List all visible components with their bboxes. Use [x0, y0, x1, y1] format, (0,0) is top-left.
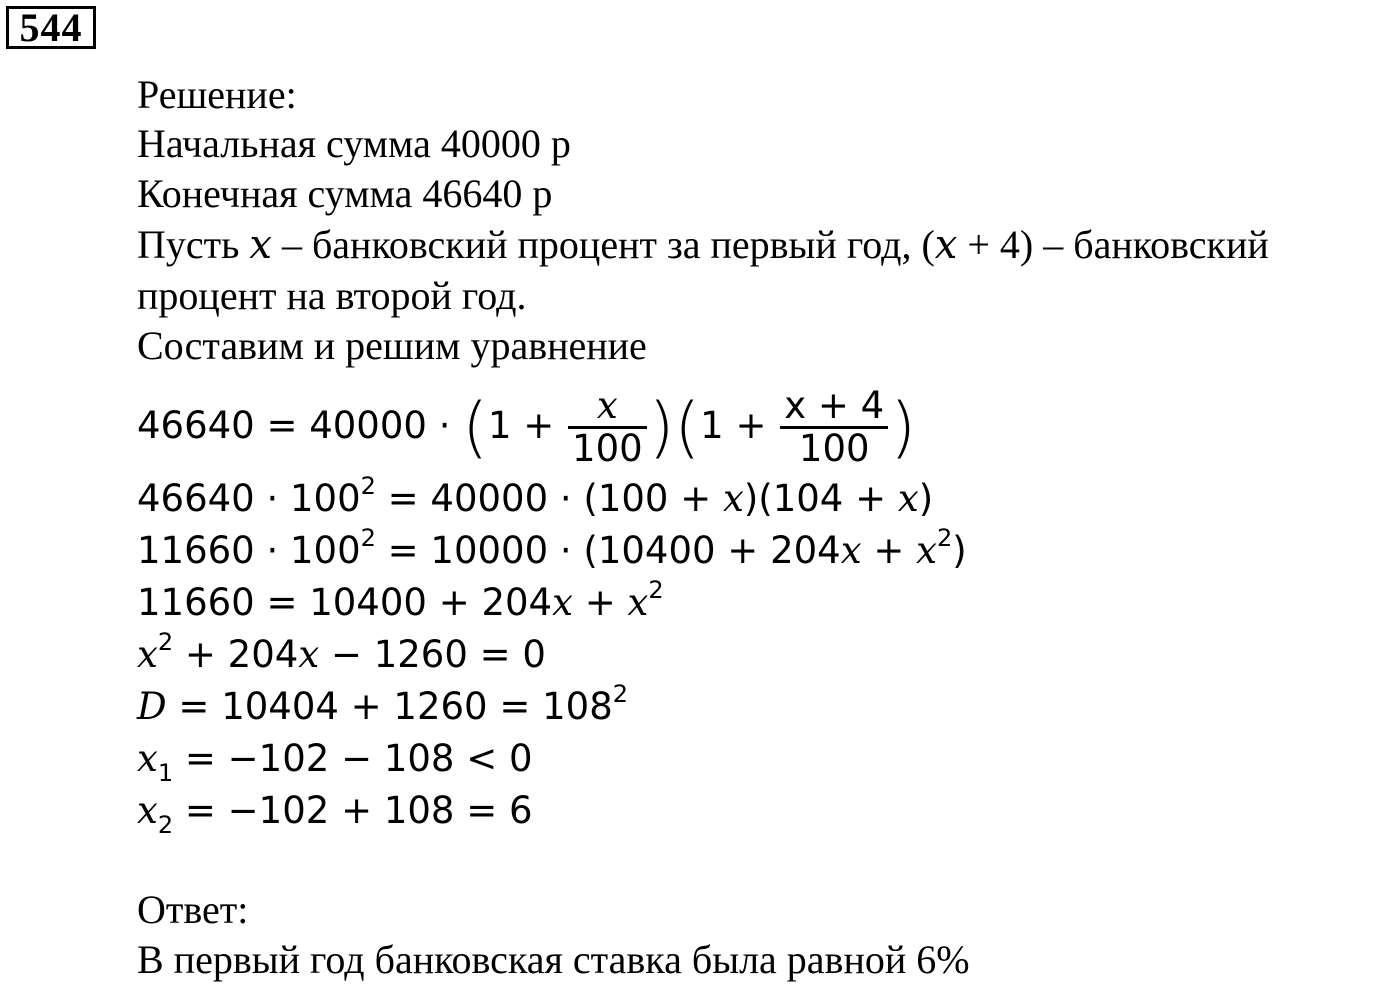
variable-x: x	[137, 633, 158, 676]
left-paren: (	[674, 388, 701, 466]
right-paren: )	[890, 388, 916, 466]
variable-x: x	[722, 477, 744, 520]
exponent: 2	[157, 628, 174, 656]
variable-x: x	[249, 222, 272, 268]
fraction-denominator: 100	[568, 426, 647, 469]
eq8-part: = −102 + 108 = 6	[173, 789, 533, 832]
eq6-part: = 10404 + 1260 = 108	[166, 685, 613, 728]
left-paren: (	[462, 388, 488, 466]
root-x2-line	[137, 788, 533, 839]
equation-1	[137, 374, 916, 478]
let-statement-line2: процент на второй год.	[137, 273, 527, 318]
eq4-part: 11660 = 10400 + 204	[137, 581, 553, 624]
eq7-part: = −102 − 108 < 0	[173, 737, 533, 780]
equation-4	[137, 576, 664, 626]
eq2-part: 46640 · 100	[137, 477, 361, 520]
compose-equation-text: Составим и решим уравнение	[137, 323, 647, 368]
let-text-1: Пусть	[137, 222, 250, 267]
root-x1-line	[137, 736, 533, 787]
exponent: 2	[360, 524, 376, 552]
let-statement-line1	[137, 222, 1269, 268]
exponent: 2	[648, 576, 664, 604]
equation-5	[137, 628, 546, 678]
right-paren: )	[648, 388, 675, 466]
discriminant-line	[137, 680, 629, 730]
variable-x: x	[298, 633, 320, 676]
eq3-part: 11660 · 100	[137, 529, 361, 572]
variable-x: x	[137, 737, 158, 780]
variable-x: x	[840, 529, 862, 572]
let-text-3: + 4) – банковский	[957, 222, 1269, 267]
eq2-part: = 40000 · (100 +	[375, 477, 723, 520]
problem-number: 544	[6, 6, 96, 49]
eq3-part: +	[861, 529, 917, 572]
eq3-part: = 10000 · (10400 + 204	[375, 529, 841, 572]
fraction-numerator: x	[596, 384, 618, 427]
answer-text: В первый год банковская ставка была равной 6%	[137, 937, 970, 982]
variable-x: x	[137, 789, 158, 832]
initial-sum: Начальная сумма 40000 р	[137, 121, 571, 166]
variable-x: x	[916, 529, 937, 572]
solution-label: Решение:	[137, 72, 297, 117]
subscript: 1	[157, 759, 174, 787]
variable-x: x	[552, 581, 573, 624]
exponent: 2	[360, 472, 376, 500]
equation-3	[137, 524, 967, 574]
fraction-numerator: x + 4	[784, 384, 885, 427]
exponent: 2	[612, 680, 629, 708]
eq2-part: )(104 +	[743, 477, 898, 520]
variable-d: D	[137, 685, 167, 728]
eq4-part: +	[572, 581, 628, 624]
variable-x: x	[897, 477, 919, 520]
eq5-part: + 204	[173, 633, 299, 676]
eq2-part: )	[918, 477, 934, 520]
variable-x: x	[934, 222, 958, 268]
eq1-lhs: 46640 = 40000 ·	[137, 404, 463, 447]
subscript: 2	[157, 811, 174, 839]
eq3-part: )	[952, 529, 967, 572]
fraction-xplus4-over-100	[780, 386, 888, 469]
variable-x: x	[627, 581, 649, 624]
exponent: 2	[936, 524, 953, 552]
equation-2	[137, 472, 934, 522]
let-text-2: – банковский процент за первый год, (	[271, 222, 935, 267]
answer-label: Ответ:	[137, 887, 249, 932]
eq1-one: 1 +	[700, 404, 779, 447]
fraction-x-over-100	[568, 386, 647, 469]
final-sum: Конечная сумма 46640 р	[137, 171, 553, 216]
eq5-part: − 1260 = 0	[319, 633, 546, 676]
eq1-one: 1 +	[487, 404, 567, 447]
fraction-denominator: 100	[780, 426, 888, 469]
